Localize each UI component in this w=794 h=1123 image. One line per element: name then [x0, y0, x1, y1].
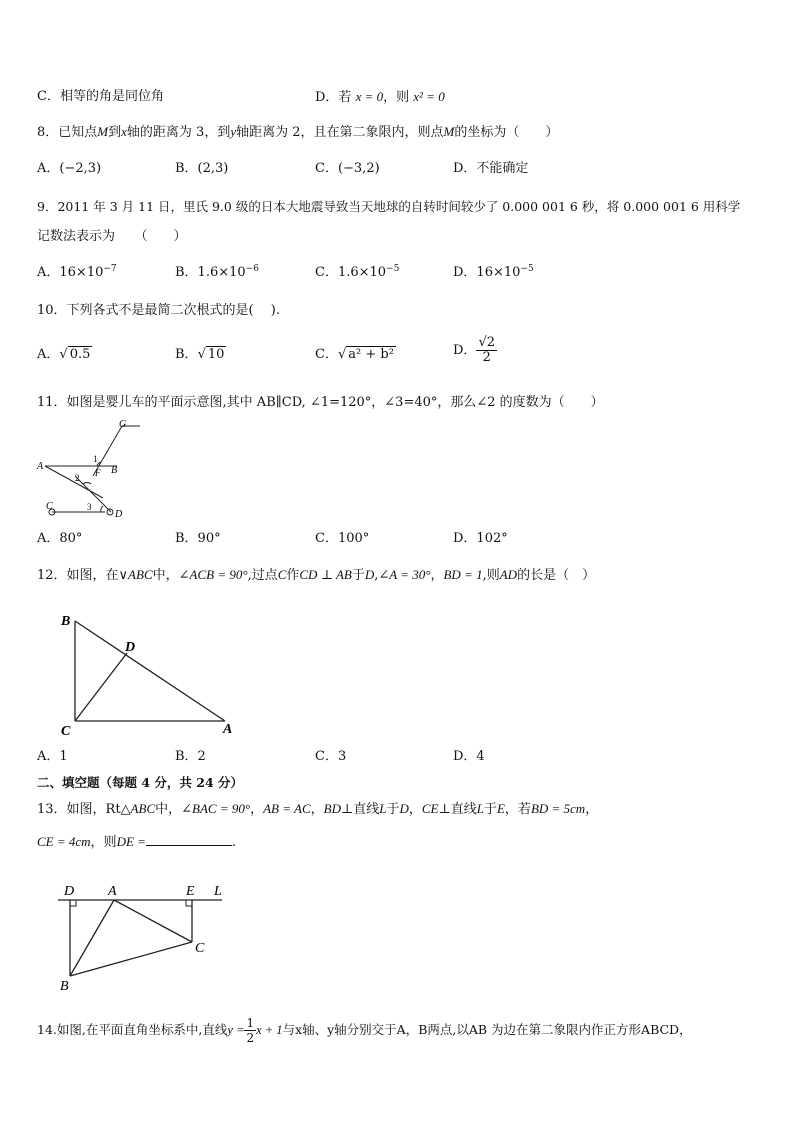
segment-ac — [114, 900, 192, 942]
answer-blank[interactable] — [146, 833, 232, 846]
q11-stroller-figure — [35, 418, 147, 524]
label-d: D — [125, 640, 136, 655]
q12-option-c: C．3 — [315, 749, 347, 764]
q10-option-d: D． $\frac{√2}{2}$ — [453, 335, 495, 365]
line-to-d — [75, 476, 111, 512]
q11-option-d: D．102° — [453, 531, 508, 546]
label-f: F — [95, 468, 101, 478]
q9-stem-line1: 9．2011 年 3 月 11 日，里氏 9.0 级的日本大地震导致当天地球的自转时间较少了 0.000 001 6 秒，将 0.000 001 6 用科学 — [37, 199, 741, 214]
q13-figure — [52, 876, 242, 996]
q7-option-c: C．相等的角是同位角 — [37, 89, 164, 104]
label-c: C — [46, 501, 53, 512]
q14-stem: 14.如图,在平面直角坐标系中,直线y = $\frac{1}{2}$ x + 1与x轴、y轴分别交于A，B两点,以AB 为边在第二象限内作正方形ABCD， — [37, 1016, 692, 1045]
q8-stem: 8．已知点M到x轴的距离为 3，到y轴距离为 2，且在第二象限内，则点M的坐标为（ ） — [37, 124, 559, 140]
segment-ab — [70, 900, 114, 976]
right-angle-e — [186, 900, 192, 906]
q11-stem: 11．如图是婴儿车的平面示意图,其中 AB∥CD, ∠1=120°，∠3=40°，那么∠2 的度数为（ ） — [37, 395, 604, 410]
q11-option-a: A．80° — [37, 531, 83, 546]
q12-option-a: A．1 — [37, 749, 68, 764]
label-b: B — [60, 979, 69, 994]
wheel-d — [107, 509, 113, 515]
q8-option-d: D．不能确定 — [453, 161, 529, 176]
label-angle-1: 1 — [93, 454, 98, 464]
section-heading: 二、填空题（每题 4 分，共 24 分） — [37, 775, 244, 790]
label-c: C — [61, 724, 71, 739]
q10-stem: 10．下列各式不是最简二次根式的是( ). — [37, 303, 280, 318]
altitude-cd — [75, 653, 127, 721]
q9-option-d: D．$16\times 10^{-5}$ — [453, 264, 534, 280]
q12-option-b: B．2 — [175, 749, 206, 764]
q9-option-a: A．$16\times 10^{-7}$ — [37, 264, 117, 280]
label-a: A — [223, 722, 233, 737]
side-ba — [75, 621, 225, 721]
q12-triangle-figure — [55, 605, 245, 740]
angle-3-arc — [101, 506, 103, 512]
q7-option-d: D．若 x = 0，则 x² = 0 — [315, 89, 445, 105]
q8-option-a: A．(−2,3) — [37, 161, 102, 176]
angle-2-arc — [83, 482, 91, 484]
q11-option-c: C．100° — [315, 531, 370, 546]
label-l: L — [214, 884, 222, 899]
q12-option-d: D．4 — [453, 749, 485, 764]
q10-option-c: C．√ a² + b² — [315, 347, 394, 362]
q10-option-a: A．√ 0.5 — [37, 347, 91, 362]
label-a: A — [108, 884, 117, 899]
q13-stem-line2: CE = 4cm，则DE = . — [37, 834, 237, 850]
q13-stem-line1: 13．如图，Rt△ABC中，∠BAC = 90°，AB = AC，BD⊥直线L于D，CE⊥直线L于E，若BD = 5cm， — [37, 801, 599, 817]
label-d: D — [115, 509, 123, 520]
q11-option-b: B．90° — [175, 531, 221, 546]
label-angle-2: 2 — [75, 473, 80, 483]
q8-option-b: B．(2,3) — [175, 161, 229, 176]
q8-option-c: C．(−3,2) — [315, 161, 380, 176]
label-e: E — [186, 884, 195, 899]
q10-option-b: B．√ 10 — [175, 347, 225, 362]
label-b: B — [61, 614, 71, 629]
label-angle-3: 3 — [87, 502, 92, 512]
right-angle-d — [70, 900, 76, 906]
label-a: A — [37, 461, 44, 472]
q9-stem-line2: 记数法表示为 （ ） — [37, 229, 187, 244]
label-d: D — [64, 884, 75, 899]
q12-stem: 12．如图，在∨ABC中，∠ACB = 90°,过点C作CD ⊥ AB于D,∠A = 30°，BD = 1,则AD的长是（ ） — [37, 567, 596, 583]
segment-bc — [70, 942, 192, 976]
q9-option-b: B．$1.6\times 10^{-6}$ — [175, 264, 259, 280]
label-c: C — [195, 941, 205, 956]
label-b: B — [111, 465, 118, 476]
q9-option-c: C．$1.6\times 10^{-5}$ — [315, 264, 400, 280]
label-g: G — [119, 419, 127, 430]
